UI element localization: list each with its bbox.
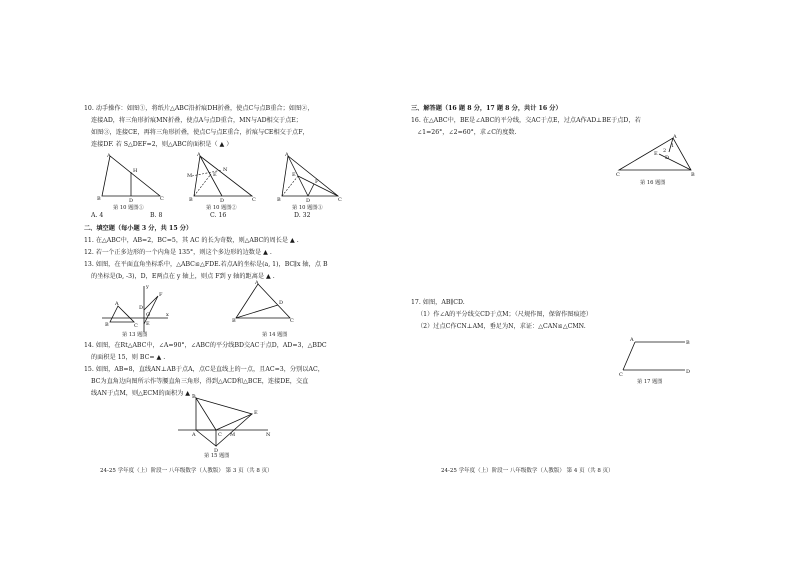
fig13-label-a: A xyxy=(115,301,119,307)
section-2-title: 二、填空题（每小题 3 分，共 15 分） xyxy=(84,225,193,232)
fig13-label-e: E xyxy=(146,321,150,327)
fig13-triangle-fde xyxy=(144,296,158,324)
fig17-label-a: A xyxy=(630,337,634,343)
fig15-label-e: E xyxy=(254,410,258,416)
fig10-2-label-d: D xyxy=(220,198,225,204)
fig17-segment-ac xyxy=(623,342,635,370)
q13-line-2: 的坐标是(b, -3)，D，E两点在 y 轴上，则点 F到 y 轴的距离是 ▲ . xyxy=(91,273,275,280)
right-page-footer: 24-25 学年度（上）阶段一 八年级数学（人教版） 第 4 页（共 8 页） xyxy=(441,468,614,474)
q10-line-2: 连接AD，将三角形折痕MN折叠，使点A与点D重合，MN与AD相交于点E； xyxy=(91,117,302,124)
fig10-3-label-a: A xyxy=(285,152,289,158)
q10-line-1: 10. 动手操作：如图①，将纸片△ABC沿折痕DH折叠，使点C与点B重合；如图②， xyxy=(84,105,314,112)
figure-16 xyxy=(615,136,695,176)
q10-option-c: C. 16 xyxy=(210,212,227,219)
q10-option-a: A. 4 xyxy=(91,212,104,219)
fig15-triangle-acd xyxy=(196,430,216,446)
left-page-footer: 24-25 学年度（上）阶段一 八年级数学（人教版） 第 3 页（共 8 页） xyxy=(100,468,273,474)
fig10-1-label-b: B xyxy=(97,196,101,202)
fig10-1-label-a: A xyxy=(107,153,111,159)
figure-15 xyxy=(176,396,270,458)
figure-17 xyxy=(619,338,691,376)
fig15-label-a: A xyxy=(192,432,196,438)
fig10-2-label-b: B xyxy=(189,197,193,203)
fig10-3-segment-df xyxy=(308,184,314,196)
q15-line-3: 线AN于点M，则△ECM的面积为 ▲ . xyxy=(91,390,194,397)
fig10-2-label-m: M xyxy=(187,173,193,179)
fig15-triangle-bce xyxy=(196,398,252,430)
figure-14-caption: 第 14 题图 xyxy=(262,332,288,338)
fig14-label-a: A xyxy=(255,280,259,286)
q15-line-2: BC为直角边向图所示作等腰直角三角形，得到△ACD和△BCE，连接DE，交直 xyxy=(91,378,309,385)
fig10-3-label-e: E xyxy=(292,172,296,178)
q11-text: 11. 在△ABC中，AB=2，BC=5，其 AC 的长为奇数，则△ABC的周长是 ▲ . xyxy=(84,237,299,244)
q17-line-1: 17. 如图，AB∥CD. xyxy=(411,299,465,306)
q10-line-4: 连接DF. 若 S△DEF=2，则△ABC的面积是（ ▲ ） xyxy=(91,141,233,148)
figure-10-3-caption: 第 10 题图③ xyxy=(292,205,323,211)
fig10-2-label-a: A xyxy=(197,152,201,158)
fig10-1-label-h: H xyxy=(133,168,138,174)
q14-line-2: 的面积是 15，则 BC= ▲ . xyxy=(91,354,166,361)
fig10-2-label-c: C xyxy=(252,197,256,203)
q12-text: 12. 若一个正多边形的一个内角是 135°，则这个多边形的边数是 ▲ . xyxy=(84,249,272,256)
fig16-label-d: D xyxy=(665,155,670,161)
fig13-label-x: x xyxy=(166,312,169,318)
fig15-label-b: B xyxy=(192,394,196,400)
q13-line-1: 13. 如图，在平面直角坐标系中，△ABC≌△FDE.若点A的坐标是(a, 1)，BC∥x 轴，点 B xyxy=(84,261,328,268)
fig16-label-a: A xyxy=(673,134,677,140)
fig16-label-c: C xyxy=(616,172,620,178)
fig10-3-label-c: C xyxy=(338,197,342,203)
fig13-label-b: B xyxy=(105,322,109,328)
fig13-label-d: D xyxy=(139,305,144,311)
fig15-label-c: C xyxy=(218,432,222,438)
fig16-label-b: B xyxy=(691,172,695,178)
figure-10-2-caption: 第 10 题图② xyxy=(206,205,237,211)
fig10-2-segment-ad xyxy=(200,156,222,196)
fig14-label-d: D xyxy=(279,300,284,306)
fig10-3-label-b: B xyxy=(277,197,281,203)
right-page xyxy=(397,0,794,561)
figure-15-caption: 第 15 题图 xyxy=(204,453,230,459)
fig13-label-y: y xyxy=(146,284,149,290)
section-3-title: 三、解答题（16 题 8 分，17 题 8 分，共计 16 分） xyxy=(411,105,562,112)
figure-16-caption: 第 16 题图 xyxy=(640,180,666,186)
fig16-label-2: 2 xyxy=(663,148,667,154)
fig15-label-n: N xyxy=(266,432,271,438)
figure-10-1 xyxy=(96,152,166,204)
figure-17-caption: 第 17 题图 xyxy=(637,379,663,385)
figure-13 xyxy=(100,284,170,334)
fig14-label-c: C xyxy=(290,318,294,324)
fig15-label-m: M xyxy=(230,432,236,438)
figure-10-3 xyxy=(274,152,344,204)
figure-10-1-caption: 第 10 题图① xyxy=(113,205,144,211)
fig10-1-label-c: C xyxy=(160,196,164,202)
fig10-3-label-d: D xyxy=(306,198,311,204)
fig17-label-b: B xyxy=(686,340,690,346)
fig13-triangle-abc xyxy=(110,306,134,322)
fig10-3-triangle xyxy=(282,156,338,196)
fig16-label-1: 1 xyxy=(671,143,675,149)
q15-line-1: 15. 如图，AB=8，直线AN⊥AB于点A，点C是直线上的一点，且AC=3，分别以AC， xyxy=(84,366,324,373)
fig14-label-b: B xyxy=(232,318,236,324)
fig10-3-label-f: F xyxy=(315,179,319,185)
figure-14 xyxy=(232,282,294,324)
fig10-2-triangle xyxy=(194,156,252,196)
figure-13-caption: 第 13 题图 xyxy=(122,332,148,338)
q17-line-3: （2）过点C作CN⊥AM，垂足为N，求证：△CAN≌△CMN. xyxy=(417,323,586,330)
fig16-label-e: E xyxy=(654,151,658,157)
fig15-label-d: D xyxy=(214,448,219,454)
fig14-bisector-bd xyxy=(236,305,278,318)
q10-option-d: D. 32 xyxy=(294,212,311,219)
fig10-2-label-e: E xyxy=(213,172,217,178)
fig10-2-label-n: N xyxy=(223,167,228,173)
q10-option-b: B. 8 xyxy=(150,212,163,219)
fig17-label-c: C xyxy=(619,372,623,378)
q16-line-1: 16. 在△ABC中，BE是∠ABC的平分线，交AC于点E，过点A作AD⊥BE于点D，若 xyxy=(411,117,641,124)
fig13-label-f: F xyxy=(159,292,163,298)
fig13-label-o: O xyxy=(146,312,151,318)
q10-line-3: 如图③，连接CE，再将三角形折叠，使点C与点E重合，折痕与CE相交于点F， xyxy=(91,129,309,136)
fig10-2-fold-mn xyxy=(192,170,222,176)
fig13-label-c: C xyxy=(134,323,138,329)
q16-line-2: ∠1=26°，∠2=60°，求∠C的度数. xyxy=(417,129,517,136)
q14-line-1: 14. 如图，在Rt△ABC中，∠A=90°，∠ABC的平分线BD交AC于点D，AD=3，△BDC xyxy=(84,342,327,349)
q17-line-2: （1）作∠A的平分线交CD于点M；（尺规作图，保留作图痕迹） xyxy=(417,311,593,318)
fig10-1-label-d: D xyxy=(129,198,134,204)
figure-10-2 xyxy=(186,152,256,204)
fig17-label-d: D xyxy=(686,369,691,375)
